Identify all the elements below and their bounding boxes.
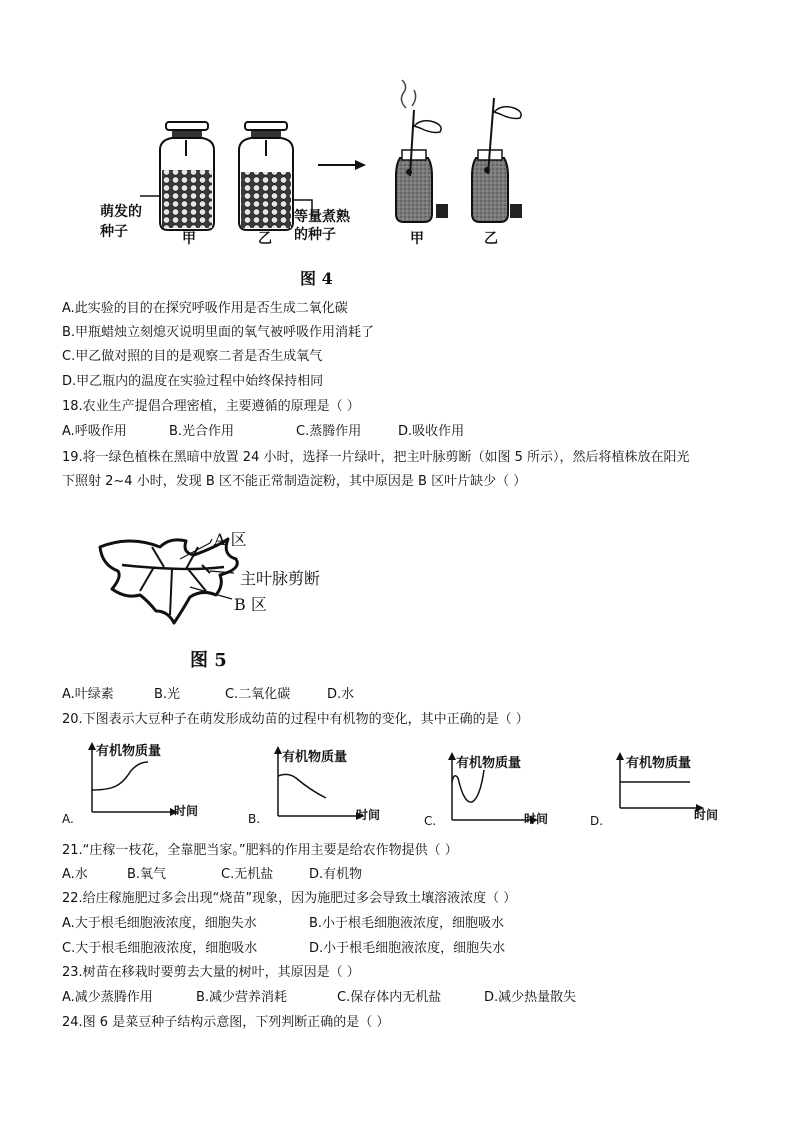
q22-option-d: D.小于根毛细胞液浓度，细胞失水 xyxy=(309,941,506,956)
label-yi-right: 乙 xyxy=(484,231,498,247)
graph-c-y-label: 有机物质量 xyxy=(456,756,522,771)
figure-5-caption: 图 5 xyxy=(190,650,227,671)
q19-option-d: D.水 xyxy=(327,687,355,702)
q18-stem: 18.农业生产提倡合理密植，主要遵循的原理是（ ） xyxy=(62,399,360,414)
label-jia-left: 甲 xyxy=(182,231,196,247)
q22-stem: 22.给庄稼施肥过多会出现“烧苗”现象，因为施肥过多会导致土壤溶液浓度（ ） xyxy=(62,891,517,906)
q21-option-b: B.氧气 xyxy=(127,867,167,882)
q22-option-c: C.大于根毛细胞液浓度，细胞吸水 xyxy=(62,941,258,956)
q20-stem: 20.下图表示大豆种子在萌发形成幼苗的过程中有机物的变化，其中正确的是（ ） xyxy=(62,712,529,727)
graph-a-y-label: 有机物质量 xyxy=(96,744,162,759)
q19-option-c: C.二氧化碳 xyxy=(225,687,291,702)
q19-option-b: B.光 xyxy=(154,687,181,702)
leaf-label-b-zone: B 区 xyxy=(234,595,267,614)
label-germinating-seeds: 萌发的 种子 xyxy=(100,204,142,240)
q18-option-d: D.吸收作用 xyxy=(398,424,465,439)
q21-option-a: A.水 xyxy=(62,867,88,882)
q18-option-a: A.呼吸作用 xyxy=(62,424,127,439)
q18-option-c: C.蒸腾作用 xyxy=(296,424,362,439)
q17-option-c: C.甲乙做对照的目的是观察二者是否生成氧气 xyxy=(62,349,323,364)
q19-option-a: A.叶绿素 xyxy=(62,687,114,702)
graph-c-x-label: 时间 xyxy=(524,812,549,826)
graph-a-x-label: 时间 xyxy=(174,804,199,818)
leaf-label-main-vein-cut: 主叶脉剪断 xyxy=(240,569,321,588)
q17-option-b: B.甲瓶蜡烛立刻熄灭说明里面的氧气被呼吸作用消耗了 xyxy=(62,325,375,340)
graph-b-x-label: 时间 xyxy=(356,808,381,822)
q21-option-c: C.无机盐 xyxy=(221,867,274,882)
q23-option-a: A.减少蒸腾作用 xyxy=(62,990,153,1005)
label-jia-right: 甲 xyxy=(410,231,424,247)
graph-c-letter: C. xyxy=(424,814,437,828)
q17-option-a: A.此实验的目的在探究呼吸作用是否生成二氧化碳 xyxy=(62,301,348,316)
graph-b-y-label: 有机物质量 xyxy=(282,750,348,765)
graph-d-letter: D. xyxy=(590,814,604,828)
graph-d-x-label: 时间 xyxy=(694,808,719,822)
leaf-label-a-zone: A 区 xyxy=(214,530,247,549)
q23-stem: 23.树苗在移栽时要剪去大量的树叶，其原因是（ ） xyxy=(62,965,360,980)
graph-d-y-label: 有机物质量 xyxy=(626,756,692,771)
q24-stem: 24.图 6 是菜豆种子结构示意图，下列判断正确的是（ ） xyxy=(62,1015,390,1030)
figure-4-caption: 图 4 xyxy=(300,269,333,288)
label-yi-left: 乙 xyxy=(258,231,272,247)
q22-option-b: B.小于根毛细胞液浓度，细胞吸水 xyxy=(309,916,505,931)
label-cooked-seeds: 等量煮熟 的种子 xyxy=(294,209,350,243)
q23-option-c: C.保存体内无机盐 xyxy=(337,990,442,1005)
q19-stem-line2: 下照射 2~4 小时，发现 B 区不能正常制造淀粉，其中原因是 B 区叶片缺少（ ） xyxy=(62,474,527,489)
graph-b-letter: B. xyxy=(248,812,261,826)
q18-option-b: B.光合作用 xyxy=(169,424,235,439)
q21-stem: 21.“庄稼一枝花，全靠肥当家。”肥料的作用主要是给农作物提供（ ） xyxy=(62,843,458,858)
graph-a-letter: A. xyxy=(62,812,74,826)
q17-option-d: D.甲乙瓶内的温度在实验过程中始终保持相同 xyxy=(62,374,324,389)
q19-stem-line1: 19.将一绿色植株在黑暗中放置 24 小时，选择一片绿叶，把主叶脉剪断（如图 5 所示），然后将植株放在阳光 xyxy=(62,450,690,465)
q23-option-d: D.减少热量散失 xyxy=(484,990,577,1005)
q21-option-d: D.有机物 xyxy=(309,867,363,882)
q22-option-a: A.大于根毛细胞液浓度，细胞失水 xyxy=(62,916,257,931)
q23-option-b: B.减少营养消耗 xyxy=(196,990,288,1005)
